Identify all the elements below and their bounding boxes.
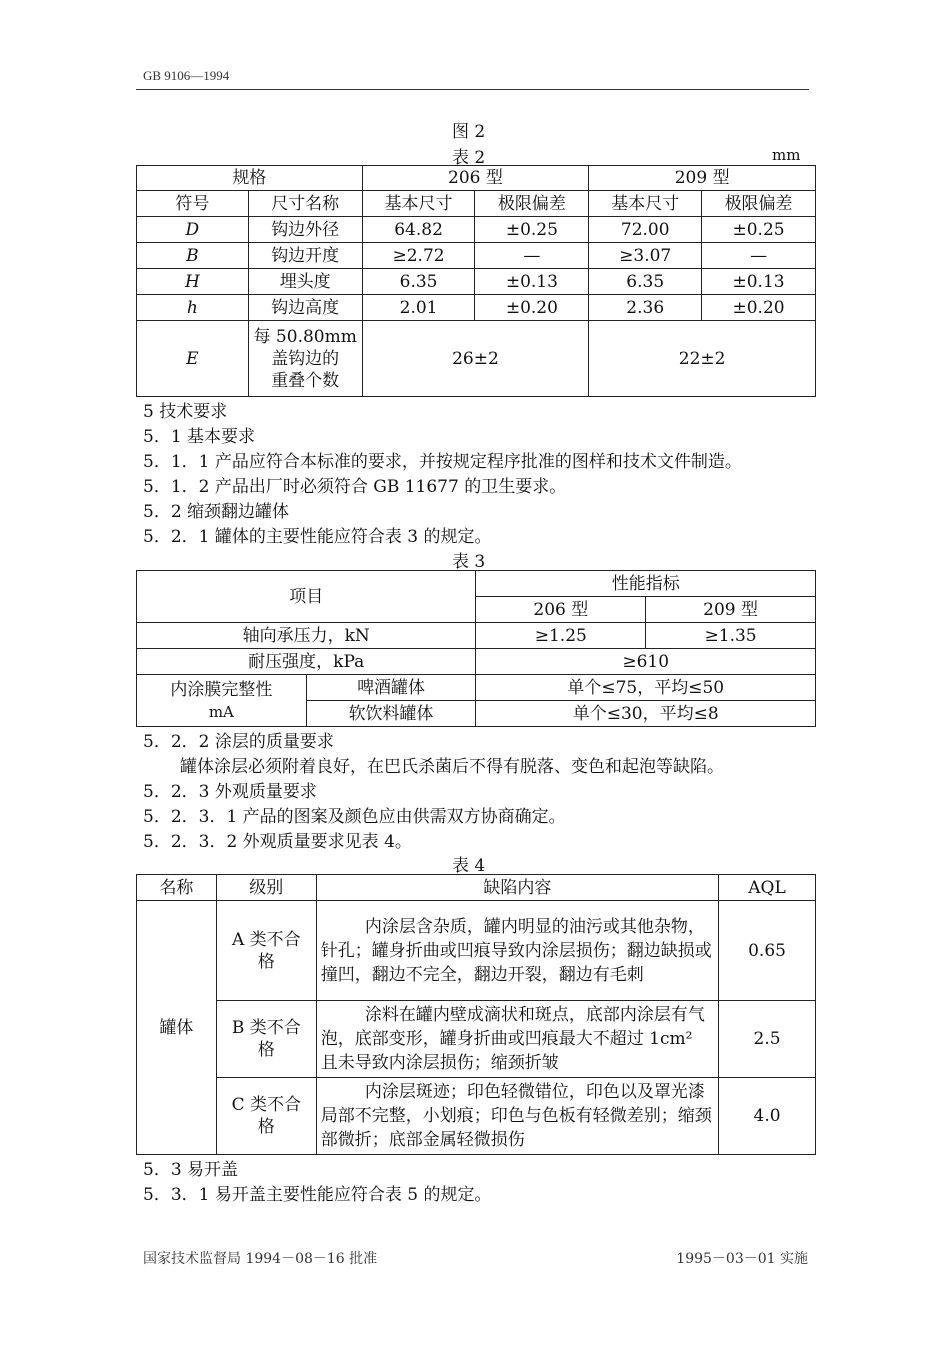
clause-text: 5．2．3．1 产品的图案及颜色应由供需双方协商确定。 bbox=[143, 807, 566, 827]
col-name: 尺寸名称 bbox=[248, 191, 362, 217]
clause-text: 5．1．1 产品应符合本标准的要求，并按规定程序批准的图样和技术文件制造。 bbox=[143, 452, 742, 472]
symbol-cell: E bbox=[137, 321, 249, 397]
level-cell bbox=[216, 1078, 316, 1155]
level-line: 格 bbox=[257, 951, 275, 972]
table-row bbox=[137, 295, 816, 321]
level-line: A 类不合 bbox=[231, 929, 301, 950]
item-header: 项目 bbox=[137, 571, 476, 623]
item-cell: 耐压强度，kPa bbox=[137, 649, 476, 675]
value-cell: — bbox=[702, 243, 816, 269]
table-3 bbox=[136, 570, 816, 727]
aql-cell: 0.65 bbox=[719, 901, 816, 1001]
value-cell: ≥2.72 bbox=[362, 243, 475, 269]
col-tol-206: 极限偏差 bbox=[475, 191, 589, 217]
symbol-cell: D bbox=[137, 217, 249, 243]
level-cell bbox=[216, 901, 316, 1001]
col-basic-209: 基本尺寸 bbox=[589, 191, 702, 217]
value-cell: ≥3.07 bbox=[589, 243, 702, 269]
table-row bbox=[137, 321, 816, 397]
table-row bbox=[137, 243, 816, 269]
type209-header: 209 型 bbox=[589, 166, 816, 191]
name-cell: 钩边开度 bbox=[248, 243, 362, 269]
level-header: 级别 bbox=[216, 875, 316, 901]
col-basic-206: 基本尺寸 bbox=[362, 191, 475, 217]
clause-text: 5．2．3 外观质量要求 bbox=[143, 782, 317, 802]
table-row bbox=[137, 217, 816, 243]
level-cell bbox=[216, 1001, 316, 1078]
value-cell: — bbox=[475, 243, 589, 269]
spec-header: 规格 bbox=[137, 166, 363, 191]
clause-text: 罐体涂层必须附着良好，在巴氏杀菌后不得有脱落、变色和起泡等缺陷。 bbox=[180, 757, 724, 777]
clause-text: 5．2．2 涂层的质量要求 bbox=[143, 732, 334, 752]
col-tol-209: 极限偏差 bbox=[702, 191, 816, 217]
section-heading: 5．2 缩颈翻边罐体 bbox=[143, 502, 290, 522]
name-cell: 钩边高度 bbox=[248, 295, 362, 321]
clause-text: 5．2．1 罐体的主要性能应符合表 3 的规定。 bbox=[143, 527, 492, 547]
clause-text: 5．1．2 产品出厂时必须符合 GB 11677 的卫生要求。 bbox=[143, 477, 567, 497]
implementation-note: 1995－03－01 实施 bbox=[676, 1251, 808, 1267]
value-cell: 64.82 bbox=[362, 217, 475, 243]
name-line: 盖钩边的 bbox=[271, 348, 340, 369]
value-cell: 26±2 bbox=[362, 321, 589, 397]
item-line: mA bbox=[208, 702, 234, 721]
aql-header: AQL bbox=[719, 875, 816, 901]
table-4 bbox=[136, 874, 816, 1155]
standard-code: GB 9106—1994 bbox=[143, 68, 230, 83]
name-line: 重叠个数 bbox=[271, 370, 340, 391]
value-cell: ≥610 bbox=[476, 649, 816, 675]
section-heading: 5．3 易开盖 bbox=[143, 1160, 239, 1180]
item-line: 内涂膜完整性 bbox=[170, 679, 273, 700]
name-header: 名称 bbox=[137, 875, 217, 901]
value-cell: ±0.25 bbox=[702, 217, 816, 243]
value-cell: 单个≤75，平均≤50 bbox=[476, 675, 816, 701]
name-cell: 埋头度 bbox=[248, 269, 362, 295]
table-row bbox=[137, 675, 816, 701]
type206-header: 206 型 bbox=[476, 597, 646, 623]
value-cell: ≥1.25 bbox=[476, 623, 646, 649]
body-cell: 罐体 bbox=[137, 901, 217, 1155]
symbol-cell: h bbox=[137, 295, 249, 321]
level-line: B 类不合 bbox=[231, 1018, 301, 1038]
type206-header: 206 型 bbox=[362, 166, 589, 191]
table-row bbox=[137, 623, 816, 649]
col-symbol: 符号 bbox=[137, 191, 249, 217]
name-cell bbox=[248, 321, 362, 397]
aql-cell: 4.0 bbox=[719, 1078, 816, 1155]
value-cell: 2.36 bbox=[589, 295, 702, 321]
table-2 bbox=[136, 165, 816, 397]
clause-text: 5．3．1 易开盖主要性能应符合表 5 的规定。 bbox=[143, 1185, 492, 1205]
type209-header: 209 型 bbox=[646, 597, 816, 623]
table-row bbox=[137, 1001, 816, 1078]
name-cell: 钩边外径 bbox=[248, 217, 362, 243]
table-row bbox=[137, 901, 816, 1001]
value-cell: ±0.20 bbox=[702, 295, 816, 321]
section-heading: 5 技术要求 bbox=[143, 402, 228, 422]
table-row bbox=[137, 1078, 816, 1155]
value-cell: ≥1.35 bbox=[646, 623, 816, 649]
table4-caption: 表 4 bbox=[452, 856, 486, 876]
approval-note: 国家技术监督局 1994－08－16 批准 bbox=[143, 1251, 378, 1267]
value-cell: ±0.13 bbox=[702, 269, 816, 295]
value-cell: 22±2 bbox=[589, 321, 816, 397]
name-line: 每 50.80mm bbox=[253, 326, 357, 347]
defect-header: 缺陷内容 bbox=[316, 875, 718, 901]
defect-cell: 内涂层斑迹；印色轻微错位，印色以及罩光漆局部不完整，小划痕；印色与色板有轻微差别；缩颈部微折；底部金属轻微损伤 bbox=[316, 1078, 718, 1155]
table-row bbox=[137, 649, 816, 675]
header-rule bbox=[136, 89, 809, 90]
section-heading: 5．1 基本要求 bbox=[143, 427, 256, 447]
symbol-cell: H bbox=[137, 269, 249, 295]
table3-caption: 表 3 bbox=[452, 552, 486, 572]
clause-text: 5．2．3．2 外观质量要求见表 4。 bbox=[143, 832, 412, 852]
symbol-cell: B bbox=[137, 243, 249, 269]
level-line: 格 bbox=[257, 1040, 275, 1060]
value-cell: 单个≤30，平均≤8 bbox=[476, 701, 816, 727]
value-cell: ±0.13 bbox=[475, 269, 589, 295]
item-cell: 轴向承压力，kN bbox=[137, 623, 476, 649]
subitem-cell: 软饮料罐体 bbox=[306, 701, 476, 727]
table2-unit: mm bbox=[772, 146, 801, 164]
aql-cell: 2.5 bbox=[719, 1001, 816, 1078]
value-cell: ±0.25 bbox=[475, 217, 589, 243]
item-cell bbox=[137, 675, 307, 727]
level-line: 格 bbox=[257, 1117, 275, 1137]
defect-cell: 内涂层含杂质，罐内明显的油污或其他杂物，针孔；罐身折曲或凹痕导致内涂层损伤；翻边缺损或撞凹，翻边不完全，翻边开裂，翻边有毛刺 bbox=[316, 901, 718, 1001]
subitem-cell: 啤酒罐体 bbox=[306, 675, 476, 701]
value-cell: 72.00 bbox=[589, 217, 702, 243]
table2-caption: 表 2 bbox=[452, 148, 486, 168]
perf-header: 性能指标 bbox=[476, 571, 816, 597]
value-cell: 6.35 bbox=[589, 269, 702, 295]
value-cell: ±0.20 bbox=[475, 295, 589, 321]
defect-cell: 涂料在罐内壁成滴状和斑点，底部内涂层有气泡，底部变形，罐身折曲或凹痕最大不超过 1cm² 且未导致内涂层损伤；缩颈折皱 bbox=[316, 1001, 718, 1078]
table-row bbox=[137, 269, 816, 295]
value-cell: 2.01 bbox=[362, 295, 475, 321]
value-cell: 6.35 bbox=[362, 269, 475, 295]
level-line: C 类不合 bbox=[231, 1095, 301, 1115]
figure-caption: 图 2 bbox=[452, 122, 486, 142]
